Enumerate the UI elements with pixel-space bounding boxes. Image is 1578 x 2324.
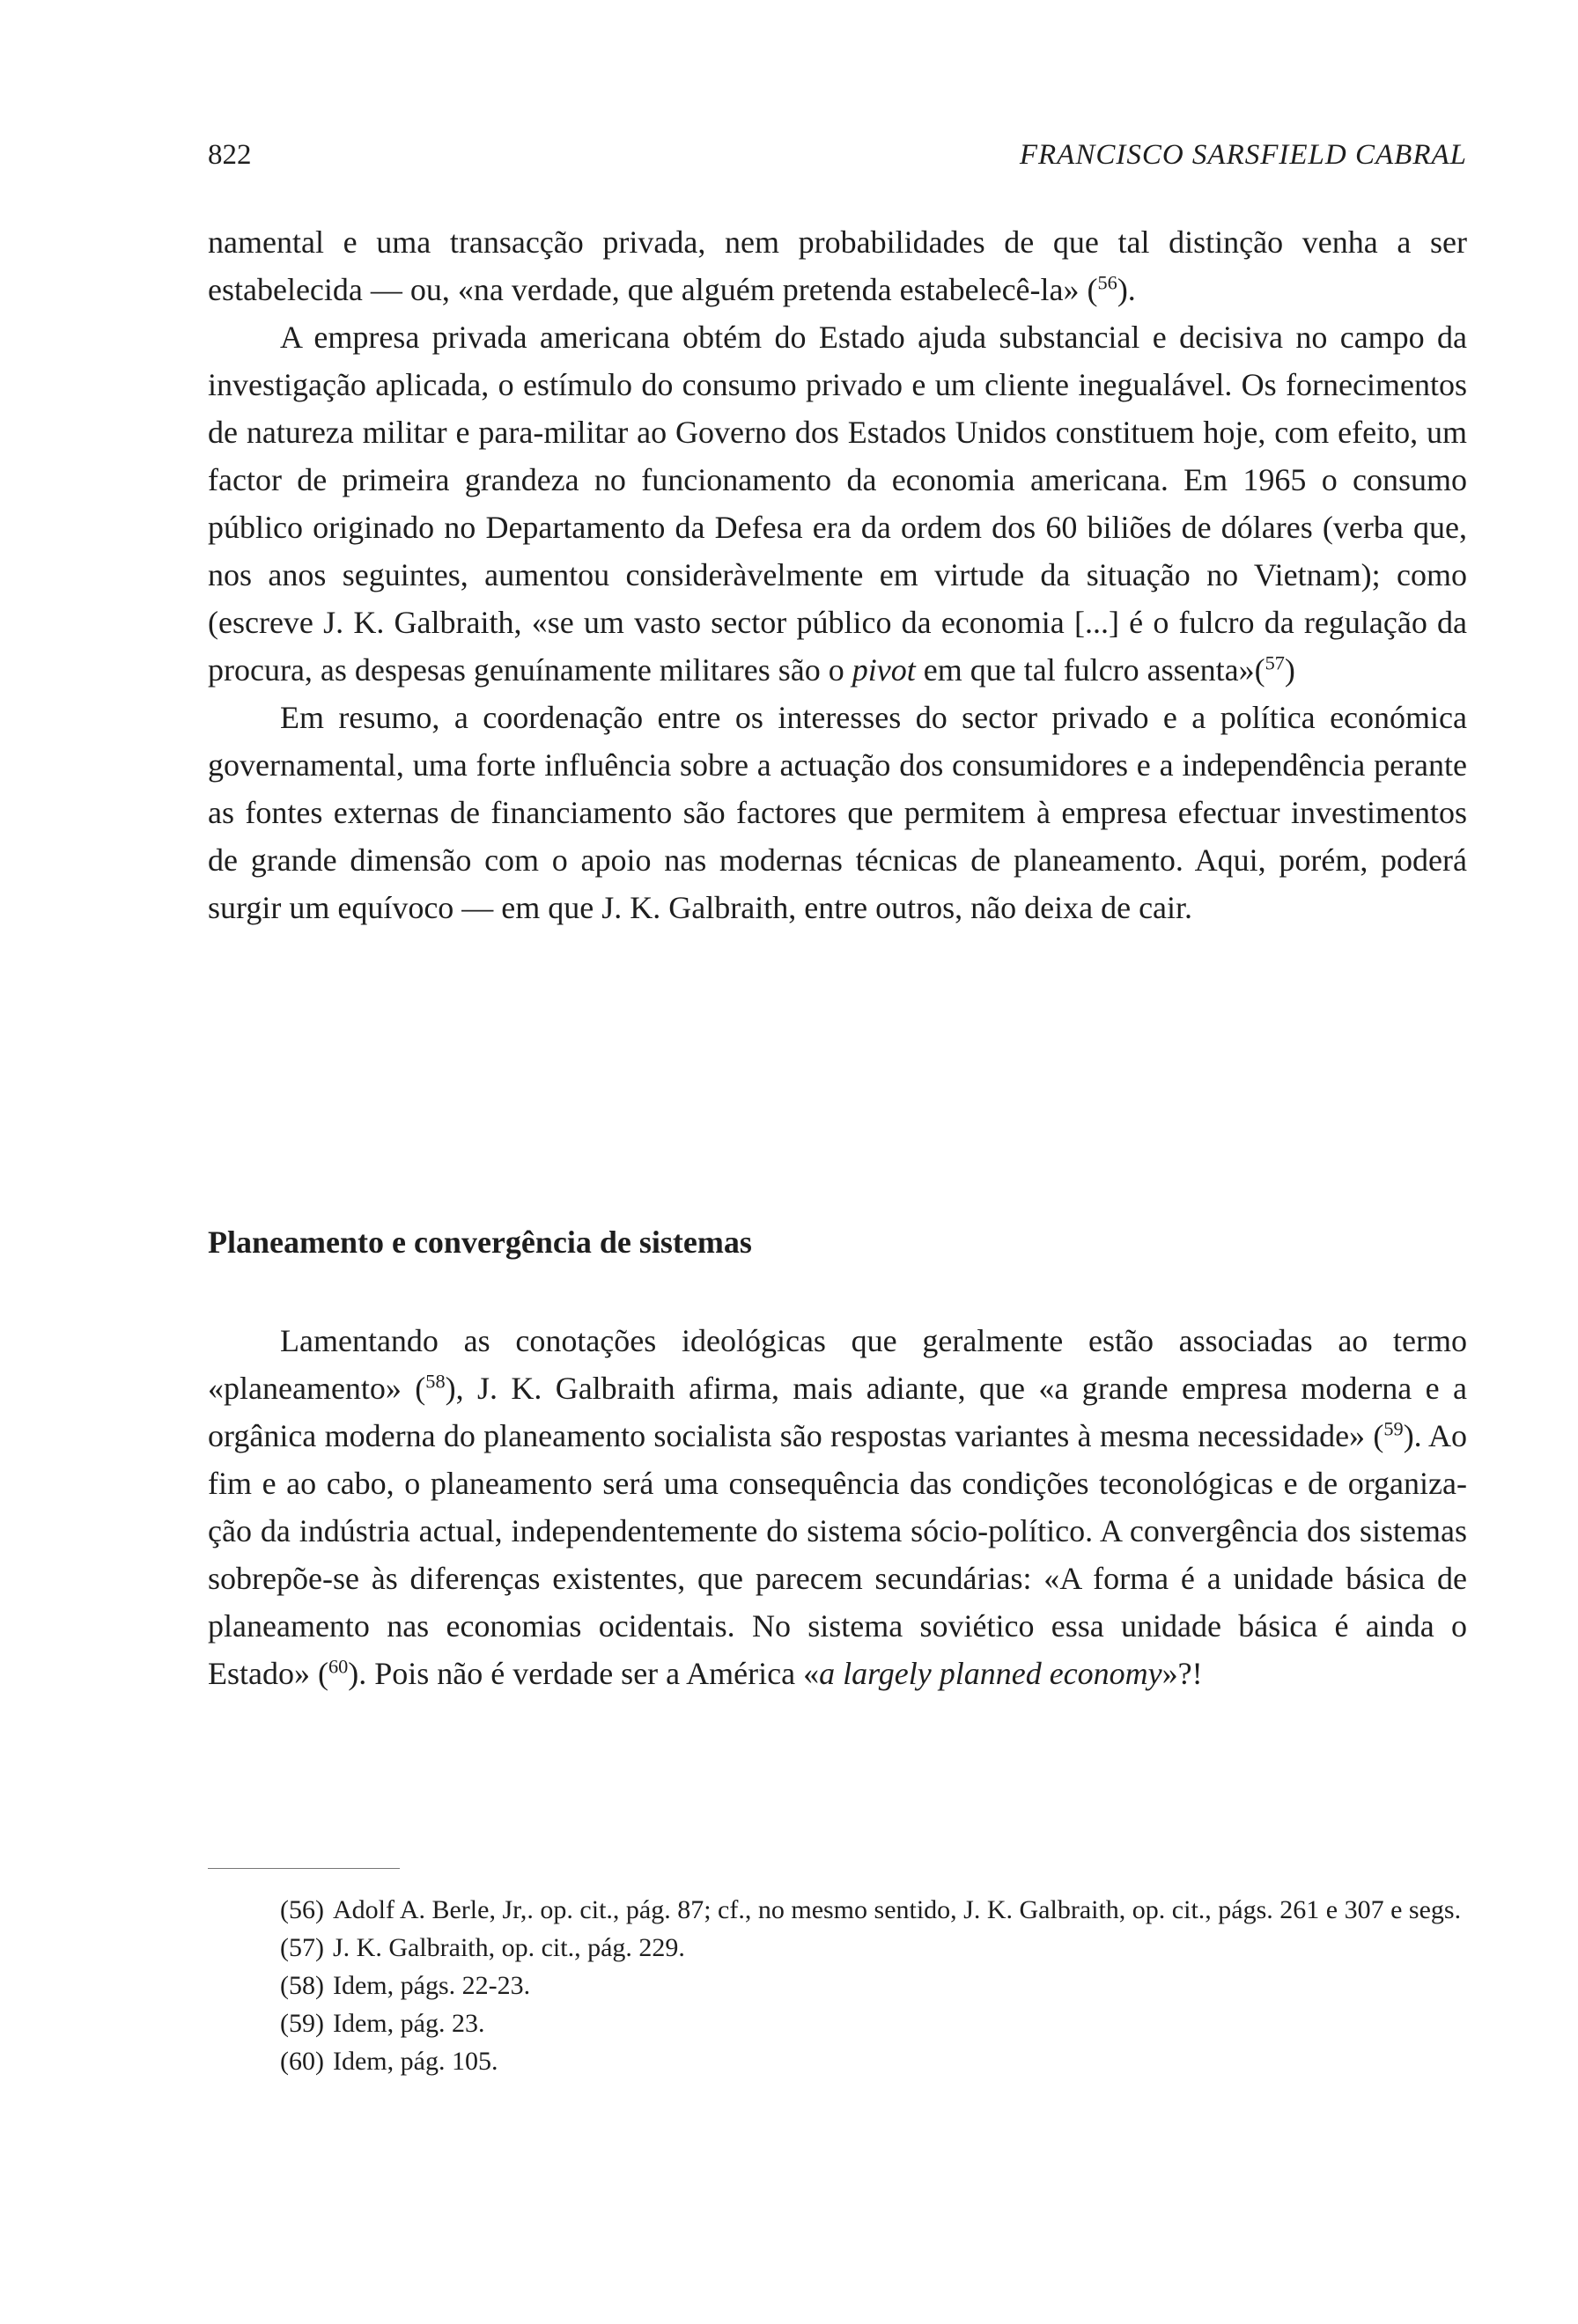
text-run: ), J. K. Galbraith afirma, mais adiante, que «a grande empresa moderna e a orgânica moderna do planeamento socialista são respostas variantes à mesma necessidade» ( — [208, 1371, 1467, 1453]
text-run: Em resumo, a coordenação entre os interesses do sector privado e a política económica governamental, uma forte influência sobre a actuação dos consumidores e a independência perante as fontes externas de financiamento são factores que permitem à empresa efectuar investimentos de grande dimensão com o apoio nas modernas técnicas de planeamento. Aqui, porém, poderá surgir um equívoco — em que J. K. Galbraith, entre outros, não deixa de cair. — [208, 700, 1467, 925]
section-body — [208, 1317, 1467, 1697]
text-run: ). Ao fim e ao cabo, o planeamento será uma consequência das condições teconológicas e de organização da indústria actual, independentemente do sistema sócio-político. A convergência dos sistemas sobrepõe-se às diferenças existentes, que parecem secundárias: «A forma é a unidade básica de planeamento nas economias ocidentais. No sistema soviético essa unidade básica é ainda o Estado» ( — [208, 1418, 1468, 1691]
footnote — [208, 1891, 1467, 1929]
body-text — [208, 218, 1467, 931]
italic-quote: a largely planned economy — [819, 1656, 1162, 1691]
text-run: ) — [1284, 652, 1295, 688]
italic-term: pivot — [852, 652, 916, 688]
footnote-mark: (57) — [280, 1933, 324, 1962]
text-run: em que tal fulcro assenta»( — [915, 652, 1265, 688]
text-run: Lamentando as conotações ideológicas que geralmente estão associadas ao termo «planeamento» ( — [208, 1323, 1467, 1406]
section-heading: Planeamento e convergência de sistemas — [208, 1225, 752, 1260]
text-run: »?! — [1161, 1656, 1203, 1691]
text-run: ). Pois não é verdade ser a América « — [348, 1656, 820, 1691]
footnote-mark: (56) — [280, 1895, 324, 1924]
footnote-divider — [208, 1868, 400, 1869]
text-run: ). — [1117, 272, 1136, 307]
footnote — [208, 1929, 1467, 1967]
paragraph — [208, 218, 1467, 313]
footnote-ref: 60 — [328, 1655, 349, 1678]
text-run: A empresa privada americana obtém do Estado ajuda substancial e decisiva no campo da investigação aplicada, o estímulo do consumo privado e um cliente inegualável. Os fornecimentos de natureza militar e para-militar ao Governo dos Estados Unidos constituem hoje, com efeito, um factor de primeira grandeza no funcionamento da economia americana. Em 1965 o consumo público originado no Departamento da Defesa era da ordem dos 60 biliões de dólares (verba que, nos anos seguintes, aumentou consideràvelmente em virtude da situação no Vietnam); como (escreve J. K. Galbraith, «se um vasto sector público da economia [...] é o fulcro da regulação da procura, as despesas genuínamente militares são o — [208, 320, 1467, 688]
footnote-mark: (59) — [280, 2009, 324, 2038]
footnote — [208, 2042, 1467, 2080]
footnote-text: Adolf A. Berle, Jr,. op. cit., pág. 87; cf., no mesmo sentido, J. K. Galbraith, op. cit., págs. 261 e 307 e segs. — [332, 1895, 1462, 1924]
footnote-mark: (60) — [280, 2047, 324, 2076]
running-title: FRANCISCO SARSFIELD CABRAL — [1019, 139, 1467, 171]
footnote-mark: (58) — [280, 1971, 324, 2000]
footnote-ref: 58 — [425, 1370, 446, 1393]
text-run: namental e uma transacção privada, nem probabilidades de que tal distinção venha a ser estabelecida — ou, «na verdade, que alguém pretenda estabelecê-la» ( — [208, 224, 1467, 307]
footnote-text: Idem, pág. 105. — [332, 2047, 498, 2076]
paragraph — [208, 313, 1467, 694]
footnote — [208, 2004, 1467, 2042]
footnote-text: J. K. Galbraith, op. cit., pág. 229. — [332, 1933, 685, 1962]
running-header — [208, 139, 1467, 178]
paragraph — [208, 694, 1467, 931]
page-number: 822 — [208, 139, 252, 171]
footnote-text: Idem, págs. 22-23. — [332, 1971, 531, 2000]
footnote — [208, 1967, 1467, 2004]
footnote-ref: 59 — [1383, 1417, 1404, 1440]
footnotes — [208, 1891, 1467, 2080]
document-page — [208, 0, 1467, 2324]
footnote-ref: 57 — [1265, 651, 1285, 674]
footnote-text: Idem, pág. 23. — [332, 2009, 485, 2038]
paragraph — [208, 1317, 1467, 1697]
footnote-ref: 56 — [1097, 271, 1117, 294]
